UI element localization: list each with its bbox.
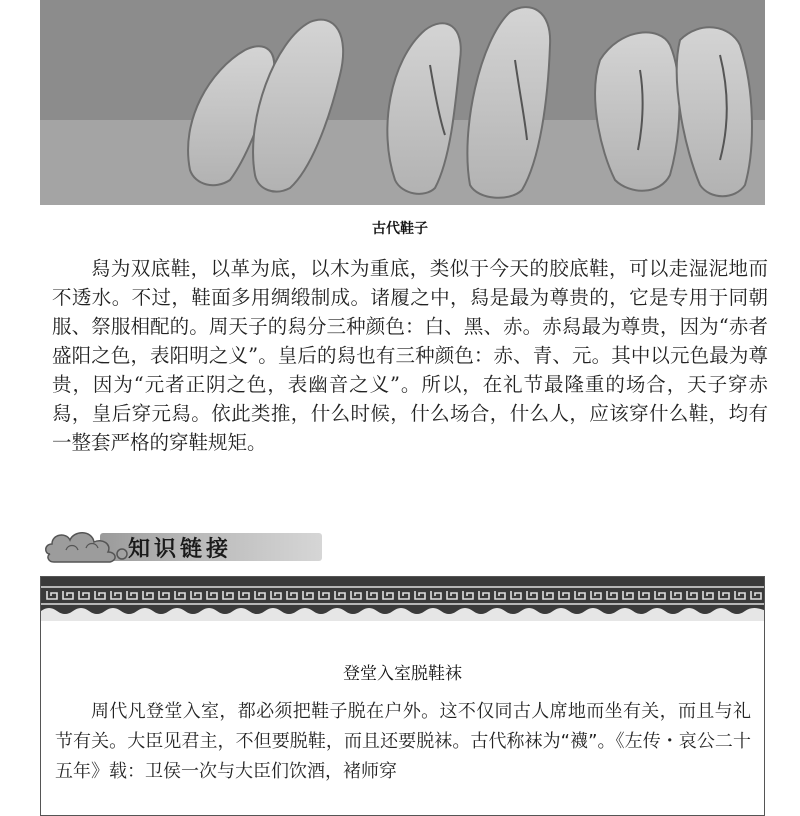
box-paragraph-text: 周代凡登堂入室，都必须把鞋子脱在户外。这不仅同古人席地而坐有关，而且与礼节有关。大臣见君主，不但要脱鞋，而且还要脱袜。古代称袜为“襪”。《左传・哀公二十五年》载：卫侯一次与大臣们饮酒，褚师穿 (55, 701, 751, 782)
knowledge-link-heading (42, 524, 282, 568)
cloud-icon (42, 524, 132, 568)
box-paragraph (55, 697, 751, 787)
fret-border-pattern (41, 577, 764, 621)
knowledge-box (40, 576, 765, 816)
main-paragraph (52, 254, 768, 457)
section-title: 知识链接 (128, 537, 233, 562)
box-title: 登堂入室脱鞋袜 (343, 664, 462, 684)
photo-caption: 古代鞋子 (372, 221, 428, 237)
ancient-shoes-photo (40, 0, 765, 205)
paragraph-text: 舄为双底鞋，以革为底，以木为重底，类似于今天的胶底鞋，可以走湿泥地而不透水。不过，鞋面多用绸缎制成。诸履之中，舄是最为尊贵的，它是专用于同朝服、祭服相配的。周天子的舄分三种颜色：白、黑、赤。赤舄最为尊贵，因为“赤者盛阳之色，表阳明之义”。皇后的舄也有三种颜色：赤、青、元。其中以元色最为尊贵，因为“元者正阴之色，表幽音之义”。所以，在礼节最隆重的场合，天子穿赤舄，皇后穿元舄。依此类推，什么时候，什么场合，什么人，应该穿什么鞋，均有一整套严格的穿鞋规矩。 (52, 257, 768, 454)
